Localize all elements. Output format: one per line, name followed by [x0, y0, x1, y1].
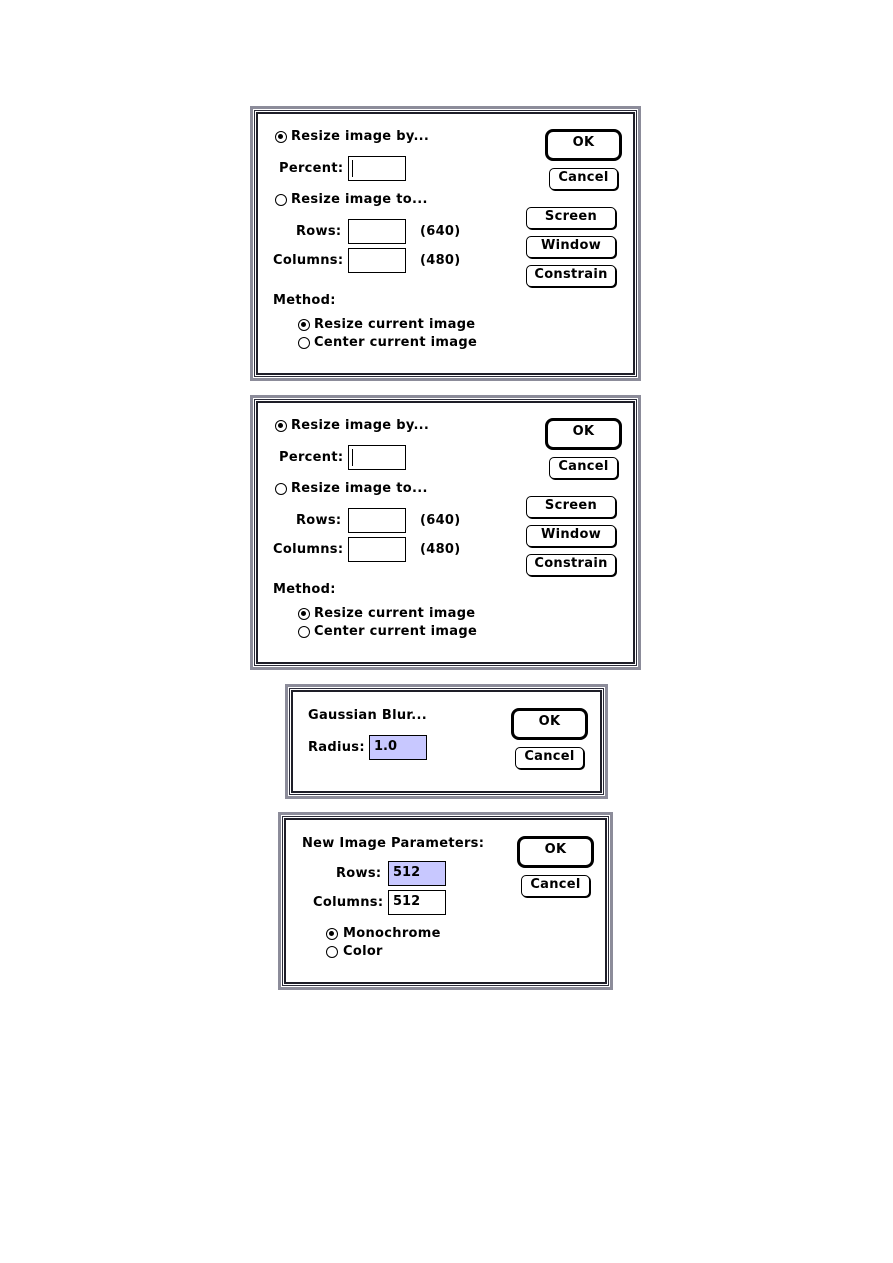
percent-input[interactable]: [348, 445, 406, 470]
text-caret: [352, 160, 353, 177]
rows-hint: (640): [420, 224, 461, 239]
resize-by-radio[interactable]: [275, 420, 287, 432]
dialog-title: New Image Parameters:: [302, 836, 485, 851]
monochrome-label: Monochrome: [343, 926, 441, 941]
columns-hint: (480): [420, 253, 461, 268]
resize-to-label: Resize image to...: [291, 481, 428, 496]
constrain-button[interactable]: Constrain: [526, 554, 616, 576]
resize-by-label: Resize image by...: [291, 418, 430, 433]
resize-dialog: [250, 106, 641, 381]
cancel-button[interactable]: Cancel: [549, 457, 618, 479]
columns-input[interactable]: 512: [388, 890, 446, 915]
method-resize-label: Resize current image: [314, 317, 476, 332]
resize-to-radio[interactable]: [275, 483, 287, 495]
cancel-button[interactable]: Cancel: [549, 168, 618, 190]
columns-label: Columns:: [273, 542, 344, 557]
radius-input[interactable]: 1.0: [369, 735, 427, 760]
cancel-button[interactable]: Cancel: [515, 747, 584, 769]
columns-input[interactable]: [348, 248, 406, 273]
resize-by-label: Resize image by...: [291, 129, 430, 144]
method-center-radio[interactable]: [298, 337, 310, 349]
rows-label: Rows:: [296, 224, 342, 239]
columns-input[interactable]: [348, 537, 406, 562]
screen-button[interactable]: Screen: [526, 496, 616, 518]
columns-hint: (480): [420, 542, 461, 557]
resize-to-label: Resize image to...: [291, 192, 428, 207]
method-center-label: Center current image: [314, 335, 478, 350]
new-image-dialog: [278, 812, 613, 990]
method-resize-label: Resize current image: [314, 606, 476, 621]
percent-label: Percent:: [279, 450, 344, 465]
rows-input[interactable]: [348, 219, 406, 244]
window-button[interactable]: Window: [526, 525, 616, 547]
gaussian-blur-dialog: [285, 684, 608, 799]
ok-button[interactable]: OK: [545, 418, 622, 450]
method-resize-radio[interactable]: [298, 319, 310, 331]
color-radio[interactable]: [326, 946, 338, 958]
color-label: Color: [343, 944, 383, 959]
ok-button[interactable]: OK: [545, 129, 622, 161]
ok-button[interactable]: OK: [517, 836, 594, 868]
method-label: Method:: [273, 293, 336, 308]
method-center-label: Center current image: [314, 624, 478, 639]
rows-input[interactable]: 512: [388, 861, 446, 886]
resize-to-radio[interactable]: [275, 194, 287, 206]
method-label: Method:: [273, 582, 336, 597]
monochrome-radio[interactable]: [326, 928, 338, 940]
rows-label: Rows:: [336, 866, 382, 881]
resize-dialog: [250, 395, 641, 670]
percent-input[interactable]: [348, 156, 406, 181]
window-button[interactable]: Window: [526, 236, 616, 258]
percent-label: Percent:: [279, 161, 344, 176]
resize-by-radio[interactable]: [275, 131, 287, 143]
method-center-radio[interactable]: [298, 626, 310, 638]
radius-label: Radius:: [308, 740, 365, 755]
cancel-button[interactable]: Cancel: [521, 875, 590, 897]
dialog-title: Gaussian Blur...: [308, 708, 427, 723]
columns-label: Columns:: [273, 253, 344, 268]
constrain-button[interactable]: Constrain: [526, 265, 616, 287]
method-resize-radio[interactable]: [298, 608, 310, 620]
ok-button[interactable]: OK: [511, 708, 588, 740]
rows-label: Rows:: [296, 513, 342, 528]
rows-input[interactable]: [348, 508, 406, 533]
text-caret: [352, 449, 353, 466]
columns-label: Columns:: [313, 895, 384, 910]
screen-button[interactable]: Screen: [526, 207, 616, 229]
rows-hint: (640): [420, 513, 461, 528]
